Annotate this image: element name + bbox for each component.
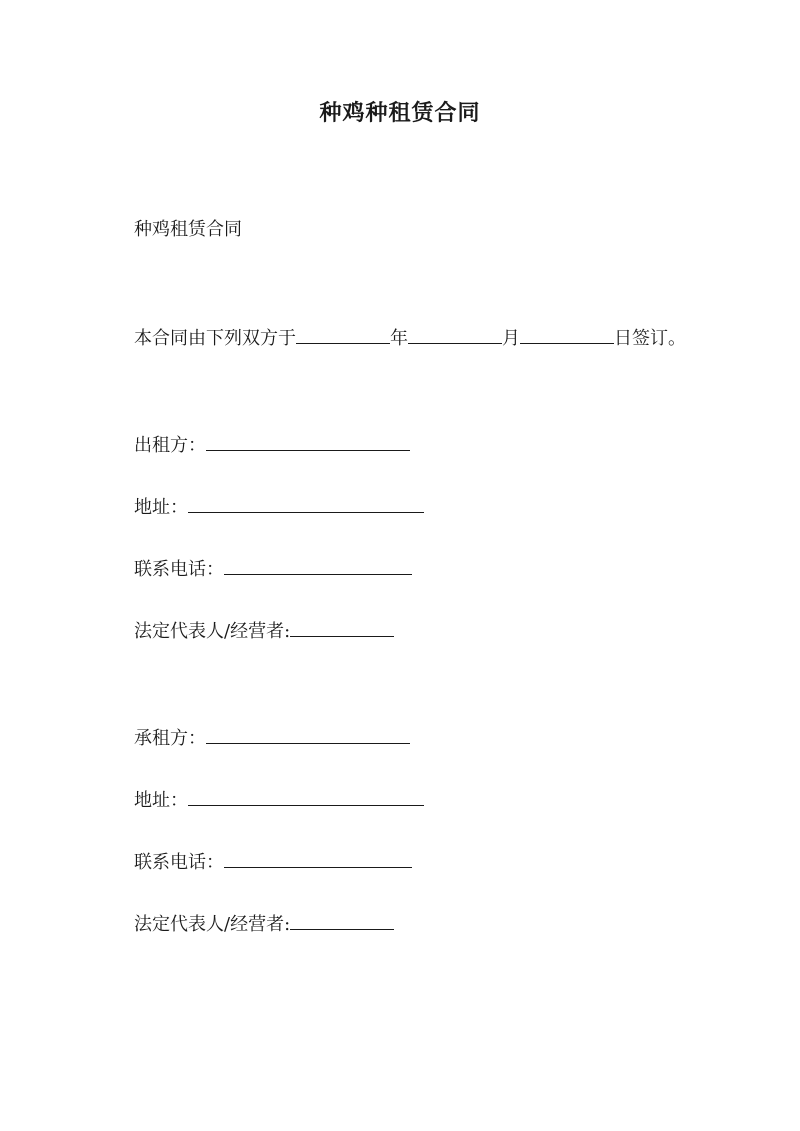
lessee-line [134,725,410,751]
lessor-phone-line [134,556,412,582]
month-label: 月 [502,328,520,349]
year-blank[interactable] [296,325,390,344]
month-blank[interactable] [408,325,502,344]
intro-line [134,325,686,351]
lessee-rep-line [134,911,394,937]
lessee-address-blank[interactable] [188,787,424,806]
lessor-phone-blank[interactable] [224,556,412,575]
lessee-rep-label: 法定代表人/经营者: [134,914,291,935]
lessor-line [134,432,410,458]
lessee-address-label: 地址： [134,790,188,811]
lessor-rep-label: 法定代表人/经营者: [134,621,291,642]
lessor-blank[interactable] [206,432,410,451]
intro-suffix: 日签订。 [614,328,686,349]
lessee-rep-blank[interactable] [290,911,394,930]
document-title: 种鸡种租赁合同 [319,100,481,126]
lessor-rep-blank[interactable] [290,618,394,637]
day-blank[interactable] [520,325,614,344]
contract-subtitle: 种鸡租赁合同 [134,219,242,240]
intro-prefix: 本合同由下列双方于 [134,328,296,349]
lessee-blank[interactable] [206,725,410,744]
lessee-label: 承租方： [134,728,206,749]
lessee-address-line [134,787,424,813]
lessor-rep-line [134,618,394,644]
lessee-phone-label: 联系电话： [134,852,224,873]
lessor-address-line [134,494,424,520]
lessee-phone-line [134,849,412,875]
lessor-address-blank[interactable] [188,494,424,513]
lessor-label: 出租方： [134,435,206,456]
year-label: 年 [390,328,408,349]
lessor-phone-label: 联系电话： [134,559,224,580]
lessee-phone-blank[interactable] [224,849,412,868]
lessor-address-label: 地址： [134,497,188,518]
